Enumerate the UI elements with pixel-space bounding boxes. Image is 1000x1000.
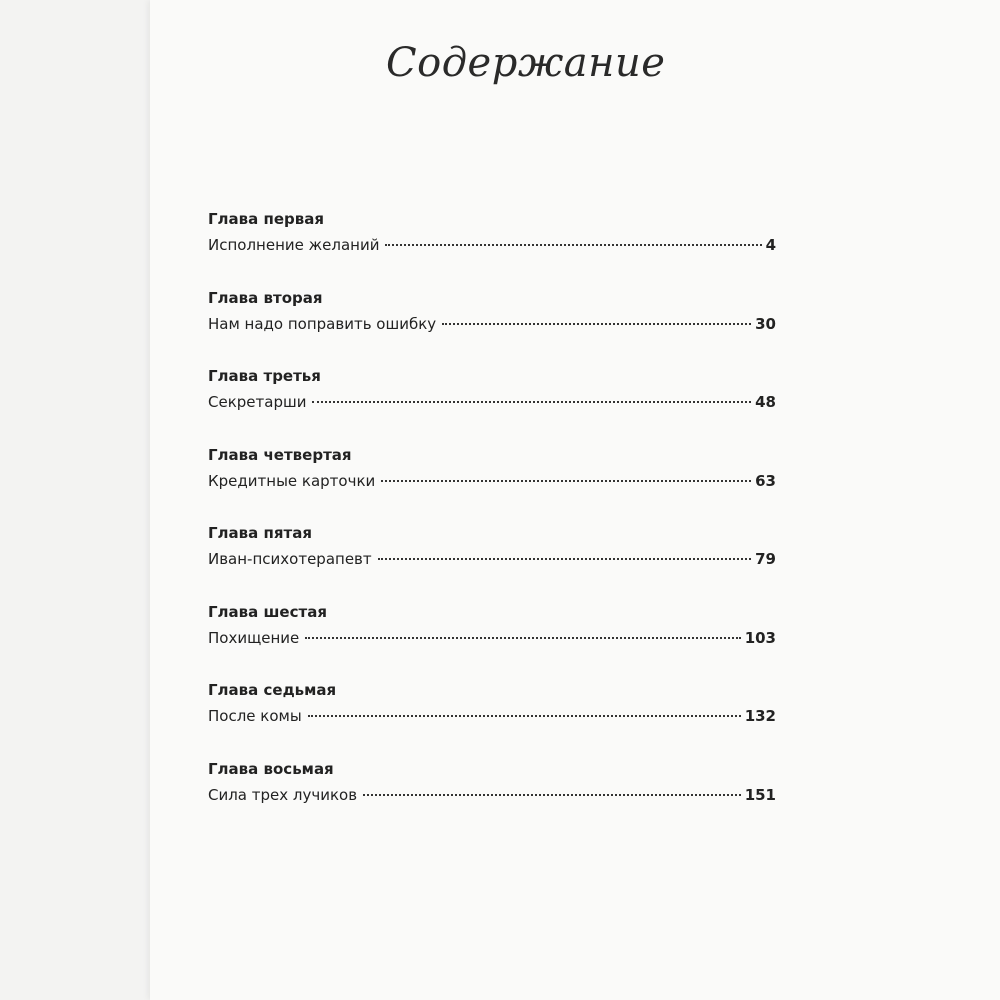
chapter-title: Сила трех лучиков xyxy=(208,785,358,804)
chapter-title: Секретарши xyxy=(208,393,307,411)
dot-leader xyxy=(308,715,741,717)
chapter-heading: Глава седьмая xyxy=(208,681,337,699)
chapter-heading: Глава первая xyxy=(208,210,325,228)
toc-entry-row xyxy=(208,389,776,415)
chapter-heading: Глава восьмая xyxy=(208,759,334,778)
page-number: 4 xyxy=(765,236,776,254)
page-number: 63 xyxy=(755,471,776,490)
toc-entry-row xyxy=(208,232,776,258)
page-number: 151 xyxy=(744,785,776,804)
chapter-title: Кредитные карточки xyxy=(208,471,376,490)
chapter-title: Иван-психотерапевт xyxy=(208,550,372,568)
dot-leader xyxy=(305,637,740,639)
chapter-title: Исполнение желаний xyxy=(208,236,380,254)
toc-chapter-8 xyxy=(208,756,776,835)
toc-chapter-7 xyxy=(208,677,776,756)
dot-leader xyxy=(363,794,741,796)
page-number: 79 xyxy=(755,550,776,568)
toc-entry-row xyxy=(208,311,776,337)
toc-chapter-5 xyxy=(208,520,776,599)
toc-entry-row xyxy=(208,546,776,572)
toc-entry-row xyxy=(208,782,776,808)
chapter-title: Похищение xyxy=(208,628,300,647)
chapter-heading: Глава вторая xyxy=(208,288,323,307)
chapter-heading: Глава пятая xyxy=(208,524,312,542)
page-number: 48 xyxy=(755,393,776,411)
chapter-heading: Глава шестая xyxy=(208,602,327,621)
dot-leader xyxy=(312,401,751,403)
dot-leader xyxy=(381,480,751,482)
chapter-title: Нам надо поправить ошибку xyxy=(208,314,437,333)
toc-entry-row xyxy=(208,468,776,494)
toc-chapter-6 xyxy=(208,599,776,678)
page-number: 30 xyxy=(755,314,776,333)
dot-leader xyxy=(385,244,761,246)
dot-leader xyxy=(442,323,751,325)
table-of-contents xyxy=(208,206,776,834)
toc-entry-row xyxy=(208,625,776,651)
chapter-heading: Глава четвертая xyxy=(208,445,352,464)
toc-chapter-3 xyxy=(208,363,776,442)
page-number: 132 xyxy=(744,707,776,725)
page-number: 103 xyxy=(744,628,776,647)
toc-chapter-4 xyxy=(208,442,776,521)
toc-chapter-2 xyxy=(208,285,776,364)
chapter-title: После комы xyxy=(208,707,302,725)
chapter-heading: Глава третья xyxy=(208,367,321,385)
toc-chapter-1 xyxy=(208,206,776,285)
dot-leader xyxy=(378,558,752,560)
page-title: Содержание xyxy=(386,40,666,86)
toc-entry-row xyxy=(208,703,776,729)
